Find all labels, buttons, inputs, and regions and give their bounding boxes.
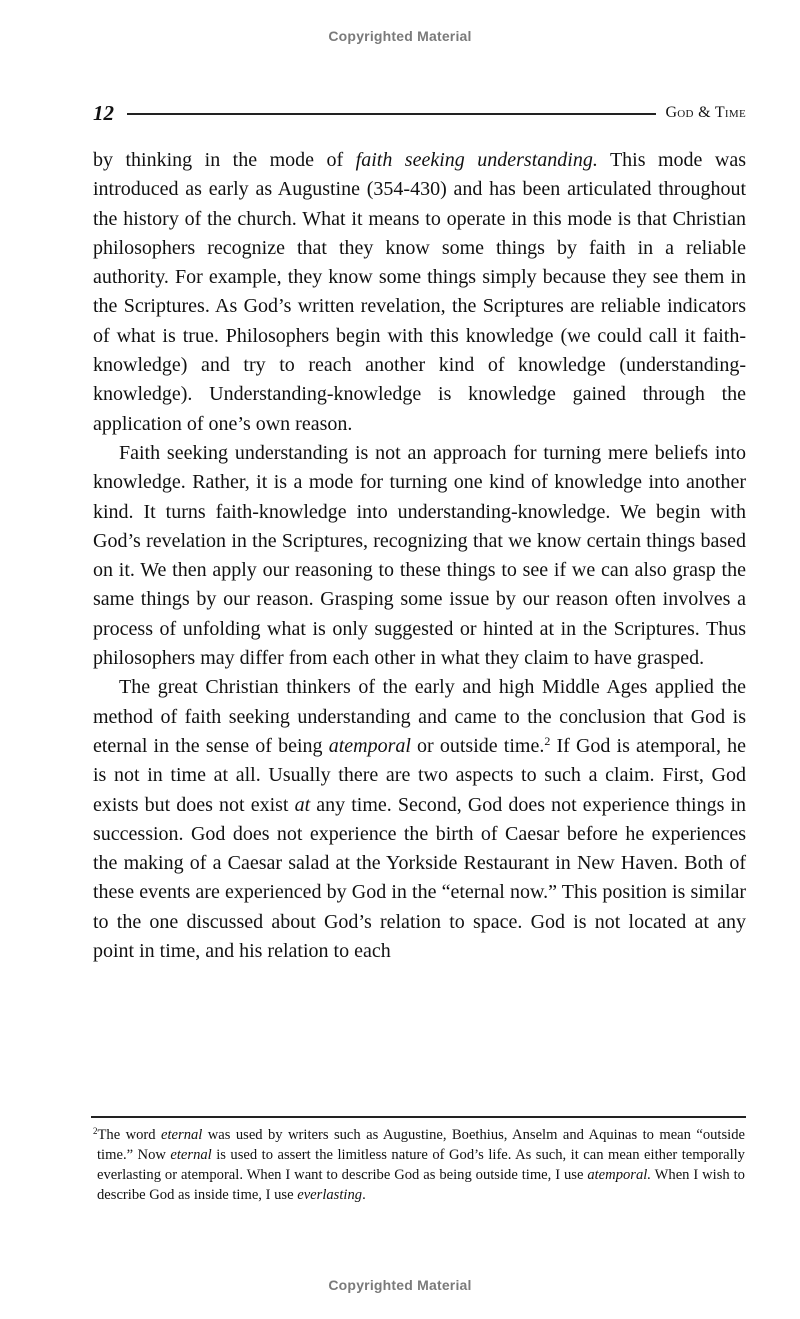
italic-text: at	[294, 793, 311, 816]
paragraph: The great Christian thinkers of the early and high Middle Ages applied the method of faith seeking understanding and came to the conclusion that God is eternal in the sense of being atemporal or outside time.$^2$ If God is atemporal, he is not in time at all. Usually there are two aspects to such a claim. First, God exists but does not exist at any time. Second, God does not experience things in succession. God does not experience the birth of Caesar before he experiences the making of a Caesar salad at the Yorkside Restaurant in New Haven. Both of these events are experienced by God in the “eternal now.” This position is similar to the one discussed about God’s relation to space. God is not located at any point in time, and his relation to each	[93, 676, 746, 963]
footnote-reference: 2	[544, 733, 551, 748]
footnote-number: 2	[93, 1126, 98, 1136]
running-head-title: God & Time	[665, 104, 746, 121]
page-number: 12	[93, 100, 114, 125]
paragraph: Faith seeking understanding is not an approach for turning mere beliefs into knowledge. Rather, it is a mode for turning one kind of knowledge into another kind. It turns faith-knowledge into understanding-knowledge. We begin with God’s revelation in the Scriptures, recognizing that we know certain things based on it. We then apply our reasoning to these things to see if we can also grasp the same things by our reason. Grasping some issue by our reason often involves a process of unfolding what is only suggested or hinted at in the Scriptures. Thus philosophers may differ from each other in what they claim to have grasped.	[93, 441, 746, 670]
copyright-watermark-bottom: Copyrighted Material	[328, 1277, 472, 1293]
footnote-rule	[91, 1116, 746, 1118]
running-head	[93, 100, 746, 126]
italic-text: faith seeking understanding.	[355, 149, 598, 171]
body-text	[93, 146, 746, 966]
italic-text: atemporal.	[587, 1167, 651, 1183]
footnote	[93, 1125, 745, 1205]
italic-text: eternal	[161, 1127, 203, 1143]
italic-text: eternal	[170, 1147, 212, 1163]
italic-text: atemporal	[328, 734, 411, 757]
footnote-body: The word eternal was used by writers such as Augustine, Boethius, Anselm and Aquinas to mean “outside time.” Now eternal is used to assert the limitless nature of God’s life. As such, it can mean either temporally everlasting or atemporal. When I want to describe God as being outside time, I use atemporal. When I wish to describe God as inside time, I use everlasting.	[97, 1127, 745, 1203]
footnote-text	[93, 1125, 745, 1205]
copyright-watermark-top: Copyrighted Material	[328, 28, 472, 44]
italic-text: everlasting	[297, 1187, 363, 1203]
paragraph: by thinking in the mode of faith seeking understanding. This mode was introduced as early as Augustine (354-430) and has been articulated throughout the history of the church. What it means to operate in this mode is that Christian philosophers recognize that they know some things by faith in a reliable authority. For example, they know some things simply because they see them in the Scriptures. As God’s written revelation, the Scriptures are reliable indicators of what is true. Philosophers begin with this knowledge (we could call it faith-knowledge) and try to reach another kind of knowledge (understanding-knowledge). Understanding-knowledge is knowledge gained through the application of one’s own reason.	[93, 149, 747, 435]
header-rule	[127, 113, 656, 115]
